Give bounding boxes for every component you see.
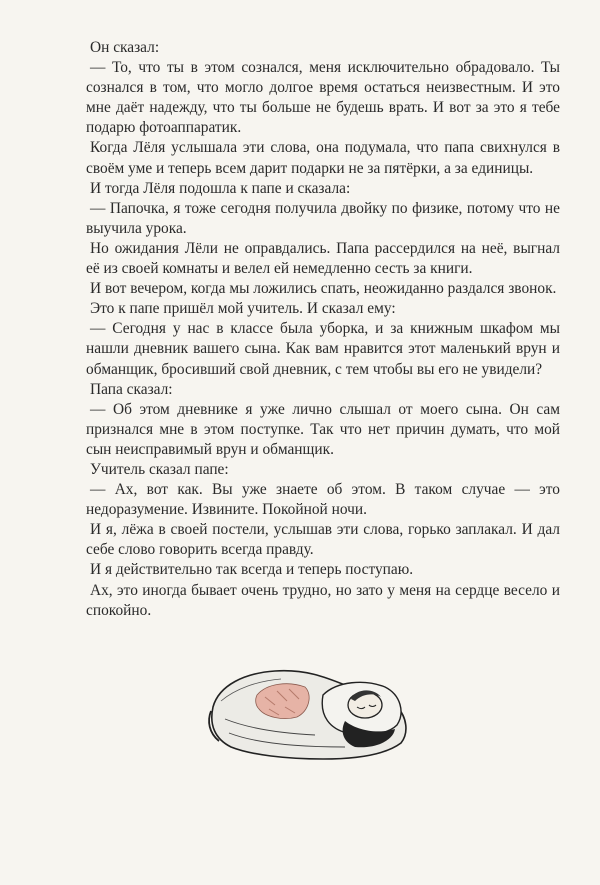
story-text [86,38,560,621]
pink-patch [256,684,309,719]
paragraph: Он сказал: [90,39,160,56]
paragraph: Учитель сказал папе: [90,460,229,478]
paragraph: И я, лёжа в своей постели, услышав эти слова, горько заплакал. И дал себе слово говорить всегда правду. [86,521,560,559]
paragraph: — Ах, вот как. Вы уже знаете об этом. В таком случае — это недоразумение. Извините. Покойной ночи. [86,481,560,519]
paragraph: — То, что ты в этом сознался, меня исключительно обрадовало. Ты сознался в том, что могло долгое время остаться неизвестным. И это мне даёт надежду, что ты больше не будешь врать. И вот за это я тебе подарю фотоаппаратик. [86,59,560,137]
sleeping-child-in-bed-illustration [205,655,415,765]
paragraph: Когда Лёля услышала эти слова, она подумала, что папа свихнулся в своём уме и теперь всем дарит подарки не за пятёрки, а за единицы. [86,139,560,177]
paragraph: Папа сказал: [90,380,173,398]
paragraph: Это к папе пришёл мой учитель. И сказал ему: [90,300,396,318]
paragraph: — Об этом дневнике я уже лично слышал от моего сына. Он сам признался мне в этом поступке. Так что нет причин думать, что мой сын неисправимый врун и обманщик. [86,400,560,458]
paragraph: Но ожидания Лёли не оправдались. Папа рассердился на неё, выгнал её из своей комнаты и велел ей немедленно сесть за книги. [86,239,560,278]
paragraph: И я действительно так всегда и теперь поступаю. [90,561,414,579]
paragraph: — Сегодня у нас в классе была уборка, и за книжным шкафом мы нашли дневник вашего сына. Как вам нравится этот маленький врун и обманщик, бросивший свой дневник, с тем чтобы вы его не увидели? [86,320,560,378]
paragraph: И тогда Лёля подошла к папе и сказала: [90,179,351,197]
paragraph: — Папочка, я тоже сегодня получила двойку по физике, потому что не выучила урока. [86,199,560,237]
paragraph: И вот вечером, когда мы ложились спать, неожиданно раздался звонок. [90,280,557,298]
paragraph: Ах, это иногда бывает очень трудно, но зато у меня на сердце весело и спокойно. [86,581,560,619]
